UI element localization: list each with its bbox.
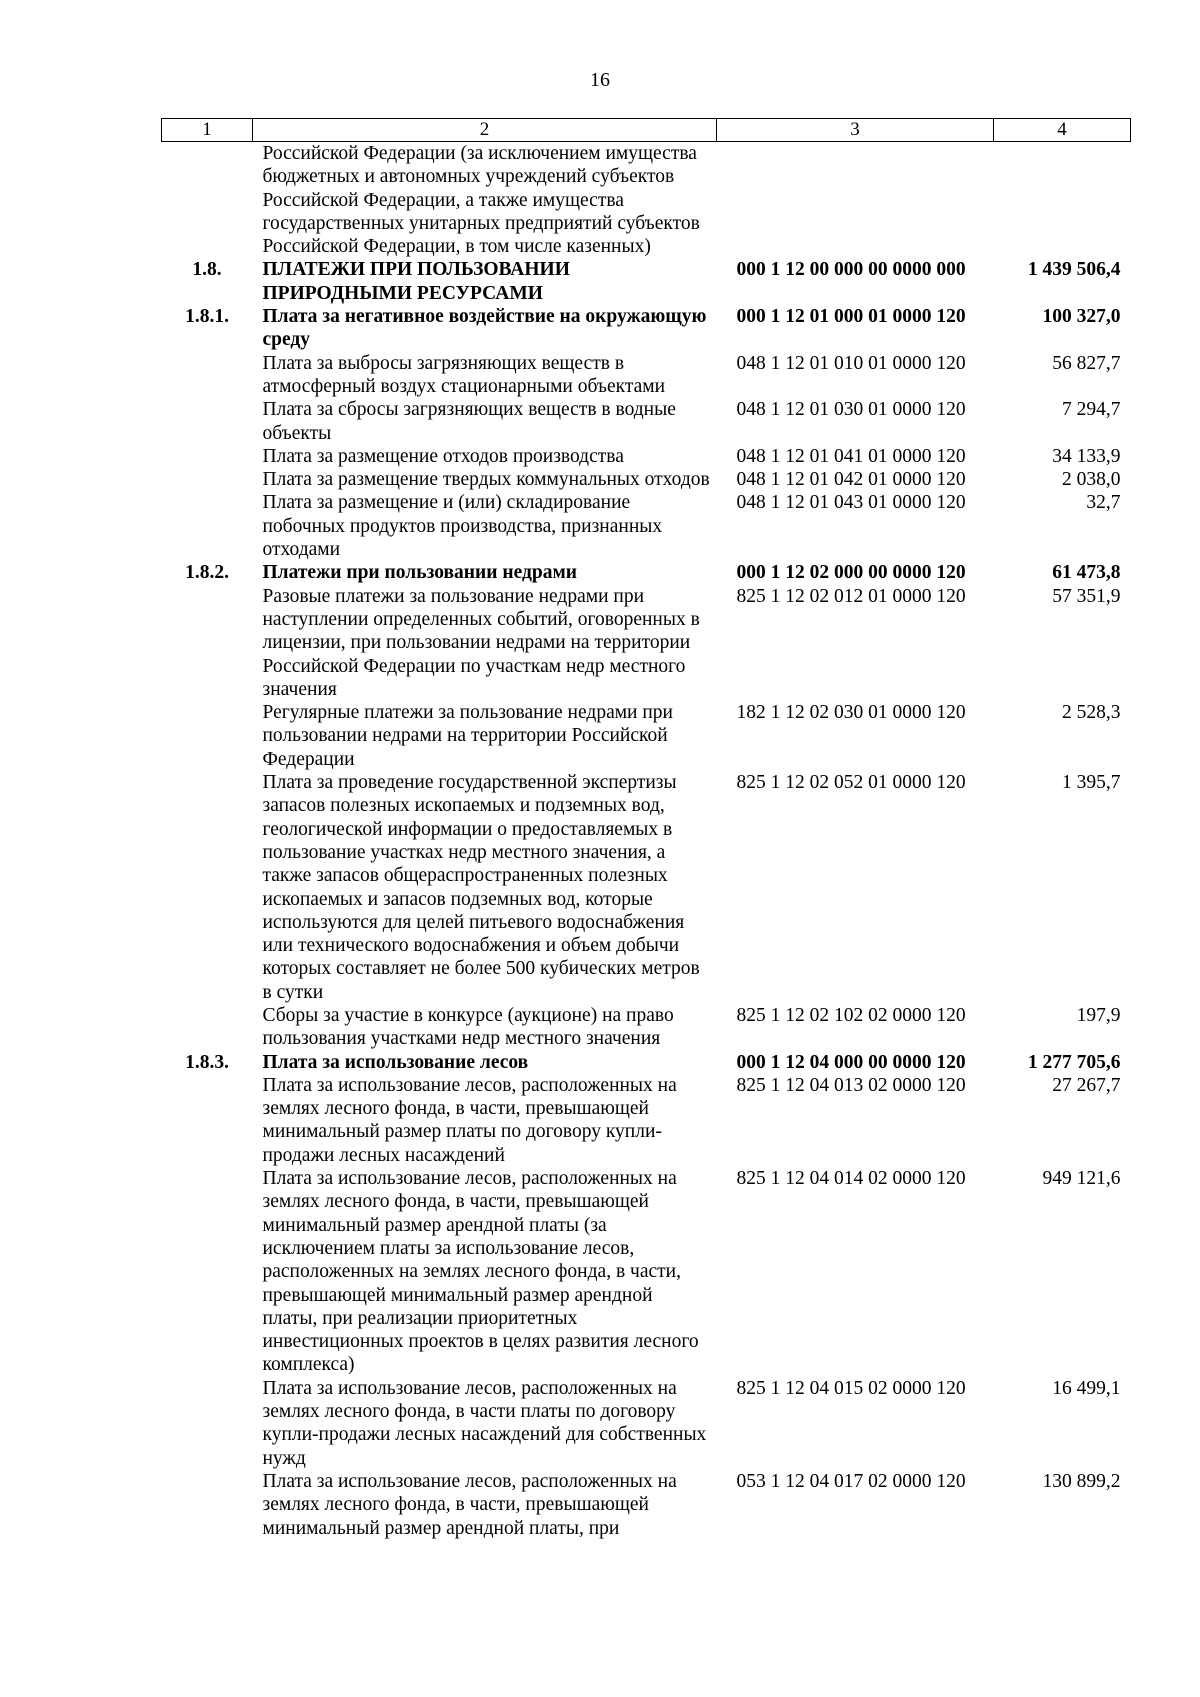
row-name: Плата за размещение твердых коммунальных отходов — [262, 469, 710, 491]
budget-table — [161, 118, 1131, 1540]
row-name: Платежи при пользовании недрами — [262, 562, 577, 584]
row-sum: 130 899,2 — [1042, 1470, 1121, 1492]
row-name: Плата за проведение государственной экспертизы запасов полезных ископаемых и подземных вод, геологической информации о предоставляемых в пользование участках недр местного значения, а также запасов общераспространенных полезных ископаемых и запасов подземных вод, которые используются для целей питьевого водоснабжения или технического водоснабжения и объем добычи которых составляет не более 500 кубических метров в сутки — [262, 772, 700, 1003]
row-number — [162, 701, 253, 771]
row-name: Плата за негативное воздействие на окружающую среду — [262, 306, 707, 351]
row-number — [162, 771, 253, 1004]
row-code: 182 1 12 02 030 01 0000 120 — [736, 702, 966, 724]
row-sum: 7 294,7 — [1062, 399, 1121, 421]
row-sum: 57 351,9 — [1052, 585, 1121, 607]
row-name: Сборы за участие в конкурсе (аукционе) на право пользования участками недр местного значения — [262, 1004, 674, 1050]
row-code: 000 1 12 00 000 00 0000 000 — [736, 259, 966, 281]
row-sum — [994, 142, 1131, 259]
table-row — [162, 585, 1131, 701]
table-row — [162, 305, 1131, 352]
row-name: Регулярные платежи за пользование недрами при пользовании недрами на территории Российской Федерации — [262, 702, 673, 770]
row-number — [162, 1377, 253, 1470]
row-name: Плата за выбросы загрязняющих веществ в атмосферный воздух стационарными объектами — [262, 352, 666, 397]
row-sum: 949 121,6 — [1042, 1168, 1121, 1190]
row-name: Плата за размещение отходов производства — [262, 445, 624, 467]
row-code: 048 1 12 01 043 01 0000 120 — [736, 492, 966, 514]
row-code: 825 1 12 02 052 01 0000 120 — [736, 772, 966, 794]
row-number — [162, 142, 253, 259]
row-sum: 1 395,7 — [1062, 772, 1121, 794]
row-name: Плата за использование лесов — [262, 1051, 529, 1073]
row-code: 825 1 12 02 012 01 0000 120 — [736, 585, 966, 607]
row-sum: 1 277 705,6 — [1027, 1051, 1121, 1073]
row-code: 825 1 12 04 014 02 0000 120 — [736, 1168, 966, 1190]
row-number — [162, 1004, 253, 1051]
row-number — [162, 1470, 253, 1540]
table-row — [162, 771, 1131, 1004]
row-number — [162, 445, 253, 468]
row-number: 1.8.2. — [185, 562, 229, 584]
table-row — [162, 468, 1131, 491]
header-col-1: 1 — [162, 119, 253, 142]
row-sum: 100 327,0 — [1042, 306, 1121, 328]
row-name: Плата за использование лесов, расположенных на землях лесного фонда, в части платы по договору купли-продажи лесных насаждений для собственных нужд — [262, 1377, 707, 1469]
row-code: 825 1 12 04 015 02 0000 120 — [736, 1377, 966, 1399]
row-code: 053 1 12 04 017 02 0000 120 — [736, 1470, 966, 1492]
table-row — [162, 701, 1131, 771]
row-number: 1.8.1. — [185, 306, 229, 328]
row-sum: 32,7 — [1086, 492, 1121, 514]
table-header — [162, 119, 1131, 142]
row-code: 000 1 12 04 000 00 0000 120 — [736, 1051, 966, 1073]
header-col-2: 2 — [253, 119, 717, 142]
row-code: 000 1 12 01 000 01 0000 120 — [736, 306, 966, 328]
table-row — [162, 1167, 1131, 1377]
header-col-4: 4 — [994, 119, 1131, 142]
row-name: Разовые платежи за пользование недрами при наступлении определенных событий, оговоренных в лицензии, при пользовании недрами на территории Российской Федерации по участкам недр местного значения — [262, 585, 700, 700]
row-code: 825 1 12 04 013 02 0000 120 — [736, 1074, 966, 1096]
row-name: Плата за использование лесов, расположенных на землях лесного фонда, в части, превышающей минимальный размер платы по договору купли-продажи лесных насаждений — [262, 1074, 677, 1166]
row-name: ПЛАТЕЖИ ПРИ ПОЛЬЗОВАНИИ ПРИРОДНЫМИ РЕСУРСАМИ — [262, 259, 570, 304]
header-col-3: 3 — [717, 119, 994, 142]
row-code: 048 1 12 01 010 01 0000 120 — [736, 352, 966, 374]
row-number — [162, 352, 253, 399]
row-code: 000 1 12 02 000 00 0000 120 — [736, 562, 966, 584]
table-row — [162, 1377, 1131, 1470]
row-name: Плата за использование лесов, расположенных на землях лесного фонда, в части, превышающей минимальный размер арендной платы, при — [262, 1470, 677, 1539]
page-number: 16 — [590, 69, 610, 91]
row-code: 048 1 12 01 042 01 0000 120 — [736, 469, 966, 491]
row-code: 825 1 12 02 102 02 0000 120 — [736, 1004, 966, 1026]
row-sum: 27 267,7 — [1052, 1074, 1121, 1096]
row-sum: 1 439 506,4 — [1027, 259, 1121, 281]
row-number — [162, 398, 253, 445]
table-row — [162, 1074, 1131, 1167]
row-number: 1.8.3. — [185, 1051, 229, 1073]
row-code: 048 1 12 01 041 01 0000 120 — [736, 445, 966, 467]
row-number — [162, 1167, 253, 1377]
table-row — [162, 258, 1131, 305]
row-number — [162, 468, 253, 491]
row-name: Плата за размещение и (или) складирование побочных продуктов производства, признанных отходами — [262, 492, 663, 561]
table-row — [162, 398, 1131, 445]
row-sum: 34 133,9 — [1052, 445, 1121, 467]
row-sum: 2 038,0 — [1062, 469, 1121, 491]
row-name: Российской Федерации (за исключением имущества бюджетных и автономных учреждений субъектов Российской Федерации, а также имущества государственных унитарных предприятий субъектов Российской Федерации, в том числе казенных) — [262, 143, 700, 258]
table-row — [162, 1004, 1131, 1051]
row-number — [162, 491, 253, 561]
table-body — [162, 142, 1131, 1540]
row-sum: 16 499,1 — [1052, 1377, 1121, 1399]
row-number — [162, 585, 253, 701]
table-row — [162, 561, 1131, 584]
row-name: Плата за сбросы загрязняющих веществ в водные объекты — [262, 399, 676, 444]
row-sum: 2 528,3 — [1062, 702, 1121, 724]
row-code — [717, 142, 994, 259]
row-number: 1.8. — [192, 259, 222, 281]
row-sum: 197,9 — [1076, 1004, 1121, 1026]
table-row — [162, 491, 1131, 561]
table-row — [162, 1470, 1131, 1540]
table-row — [162, 445, 1131, 468]
table-row — [162, 142, 1131, 259]
table-row — [162, 352, 1131, 399]
row-number — [162, 1074, 253, 1167]
row-name: Плата за использование лесов, расположенных на землях лесного фонда, в части, превышающей минимальный размер арендной платы (за исключением платы за использование лесов, расположенных на землях лесного фонда, в части, превышающей минимальный размер арендной платы, при реализации приоритетных инвестиционных проектов в целях развития лесного комплекса) — [262, 1168, 699, 1376]
row-code: 048 1 12 01 030 01 0000 120 — [736, 399, 966, 421]
row-sum: 56 827,7 — [1052, 352, 1121, 374]
row-sum: 61 473,8 — [1052, 562, 1121, 584]
table-row — [162, 1051, 1131, 1074]
